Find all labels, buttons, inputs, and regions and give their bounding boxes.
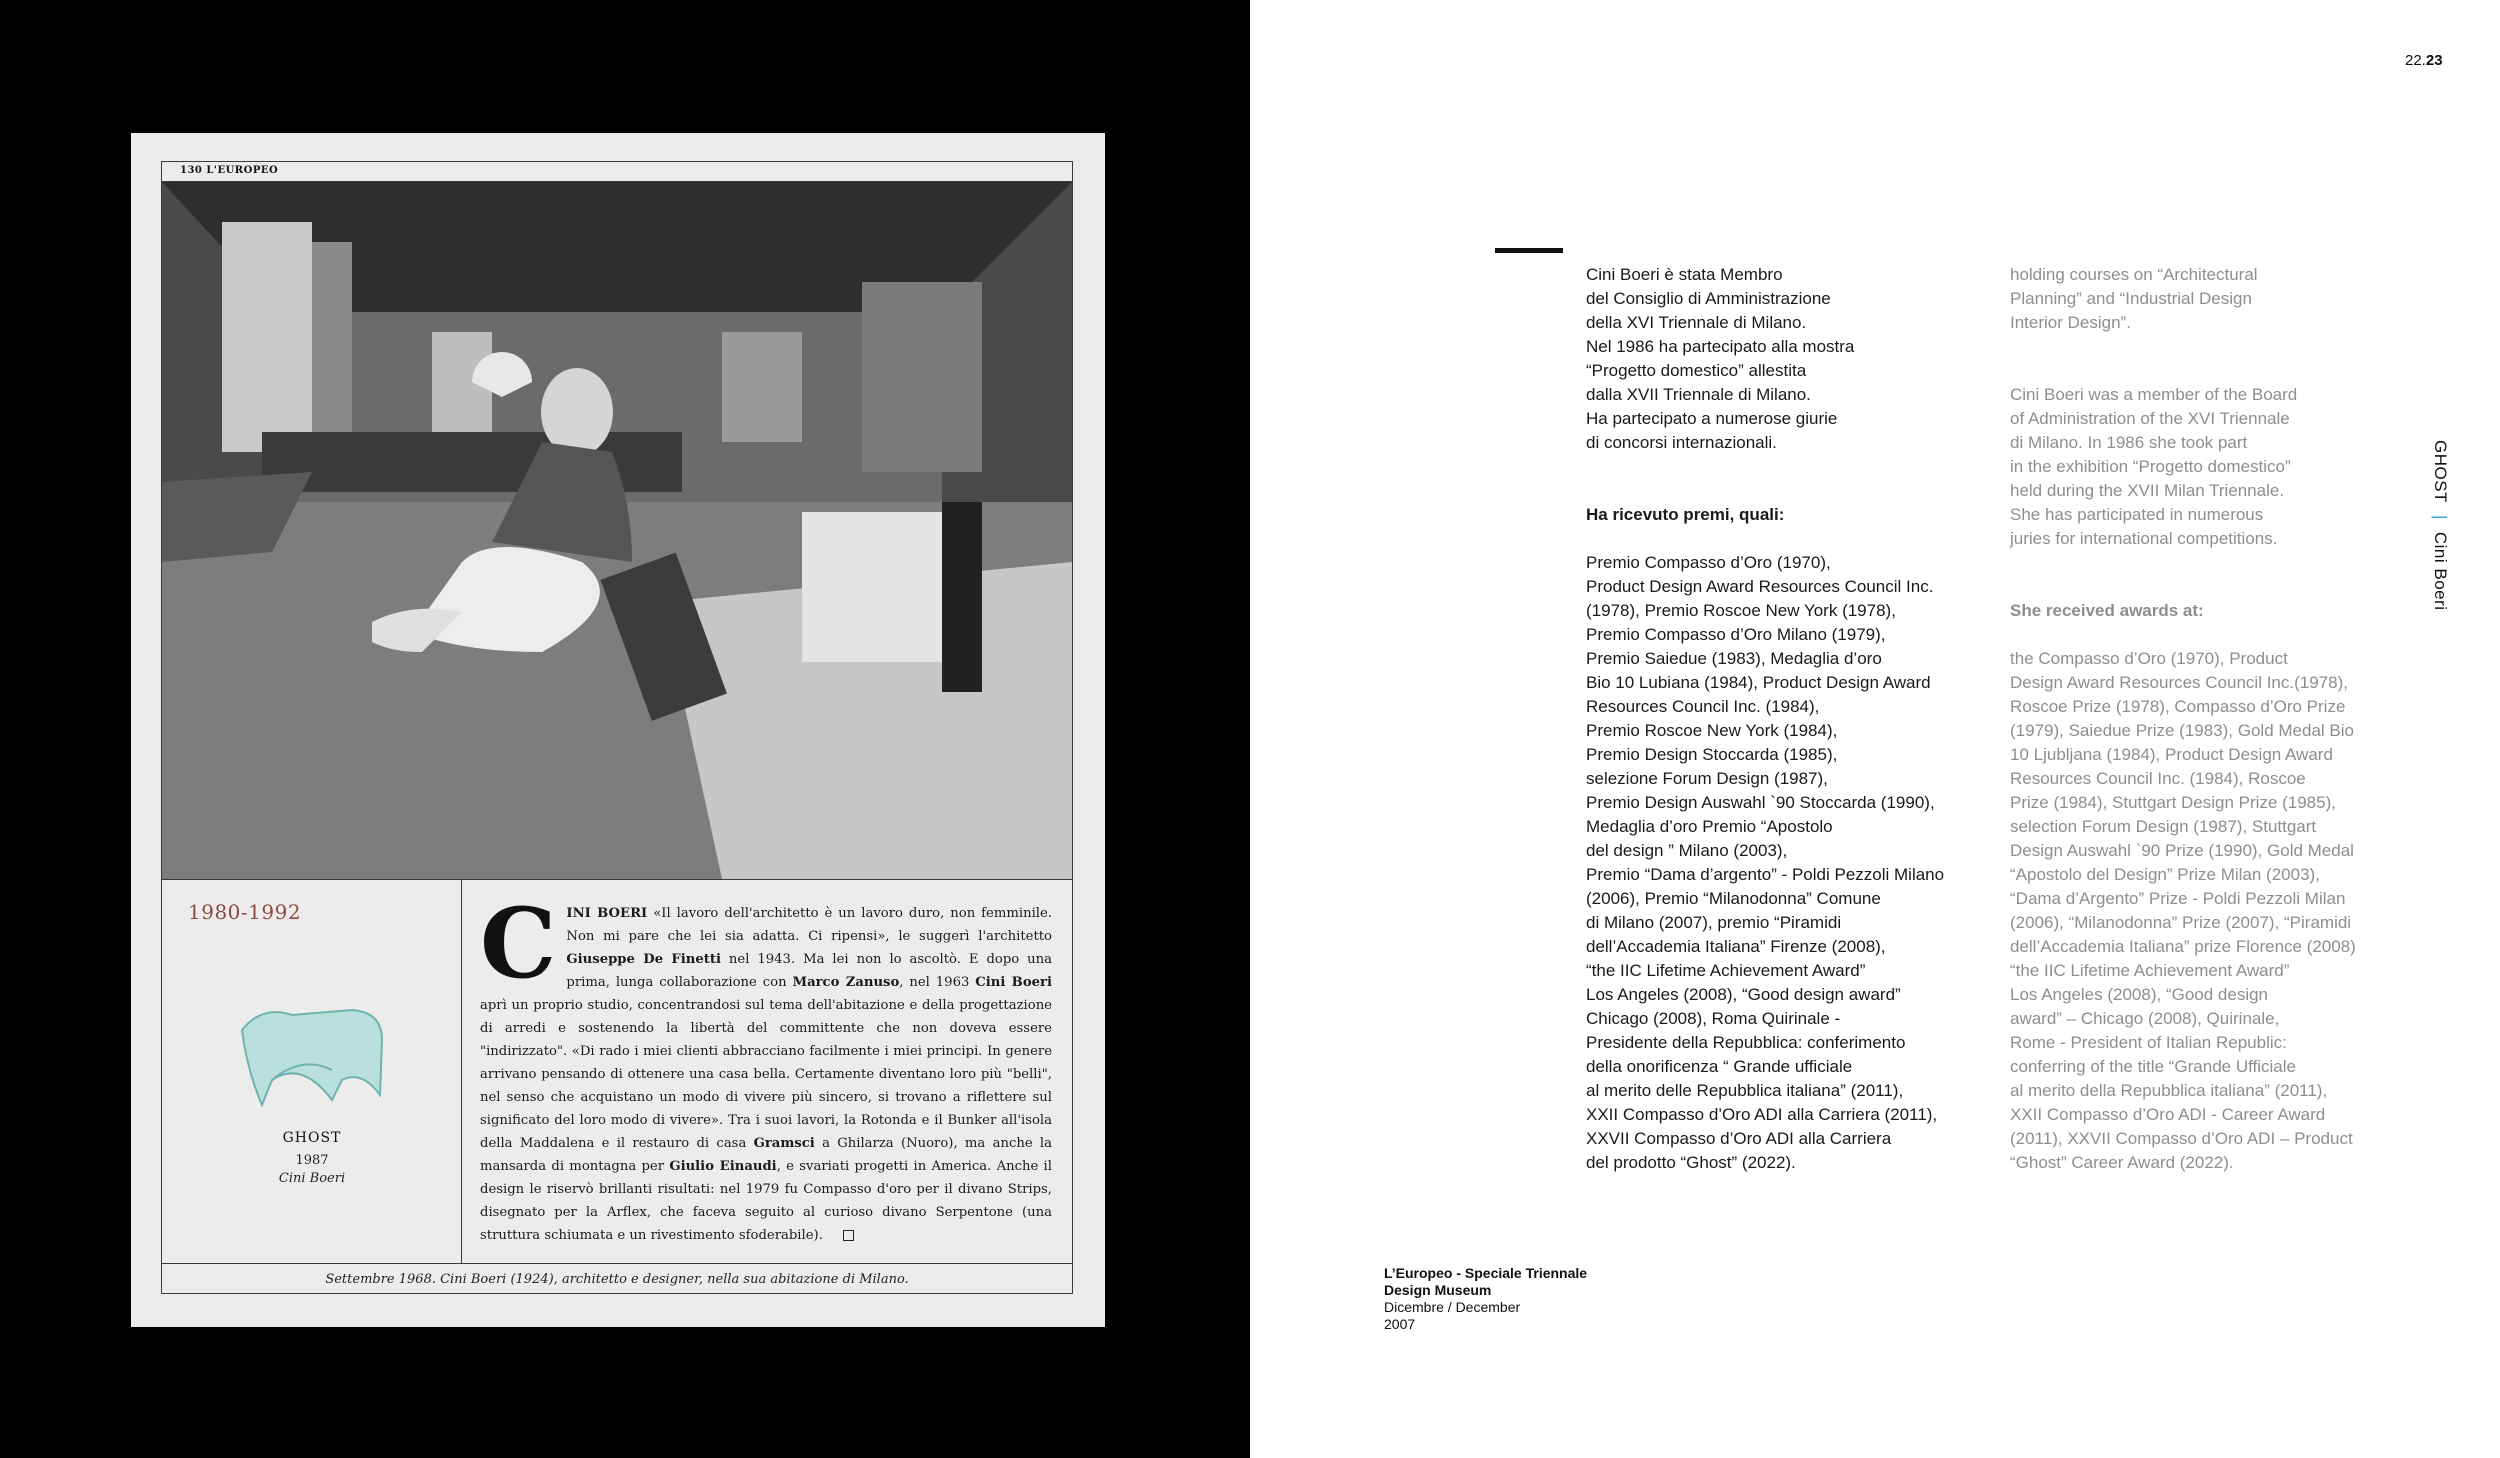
magazine-scan xyxy=(131,133,1105,1327)
interior-photo xyxy=(162,182,1072,879)
ghost-chair-icon xyxy=(232,1000,392,1110)
magazine-page-frame xyxy=(161,161,1073,1294)
article-text-3: , nel 1963 xyxy=(899,975,976,990)
magazine-header: 130 L'EUROPEO xyxy=(162,162,1072,182)
chair-author: Cini Boeri xyxy=(278,1171,346,1186)
english-top: holding courses on “Architectural Planning” and “Industrial Design Interior Design”. xyxy=(2010,265,2258,332)
article-bold-1: Giuseppe De Finetti xyxy=(566,952,721,967)
page-number-current: 23 xyxy=(2425,52,2443,69)
article-text xyxy=(480,887,1052,1247)
section-dash xyxy=(1495,248,1563,253)
italian-awards-heading xyxy=(1586,503,1986,527)
side-label-author: Cini Boeri xyxy=(2431,531,2450,611)
article-text-5: a Ghilarza (Nuoro), ma anche la mansarda di montagna per xyxy=(480,1136,1052,1174)
period-label: 1980-1992 xyxy=(188,900,302,924)
article-text-2: nel 1943. Ma lei non lo ascoltò. E dopo una prima, lunga collaborazione con xyxy=(566,952,1052,990)
photo-caption: Settembre 1968. Cini Boeri (1924), architetto e designer, nella sua abitazione di Milano. xyxy=(162,1263,1072,1293)
english-awards-heading xyxy=(2010,599,2400,623)
page-number-prefix: 22. xyxy=(2405,52,2426,69)
article-text-1: «Il lavoro dell'architetto è un lavoro duro, non femminile. Non mi pare che lei sia adatta. Ci ripensi», le suggerì l'architetto xyxy=(566,906,1052,944)
english-column xyxy=(2010,239,2400,1223)
source-credit xyxy=(1384,1265,1587,1333)
english-awards-list: the Compasso d’Oro (1970), Product Design Award Resources Council Inc.(1978), Roscoe Prize (1978), Compasso d’Oro Prize (1979), Saiedue Prize (1983), Gold Medal Bio 10 Ljubljana (1984), Product Design Award Resources Council Inc. (1984), Roscoe Prize (1984), Stuttgart Design Prize (1985), selection Forum Design (1987), Stuttgart Design Auswahl `90 Prize (1990), Gold Medal “Apostolo del Design” Prize Milan (2003), “Dama d’Argento” Prize - Poldi Pezzoli Milan (2006), “Milanodonna” Prize (2007), “Piramidi dell’Accademia Italiana” prize Florence (2008) “the IIC Lifetime Achievement Award” Los Angeles (2008), “Good design award” – Chicago (2008), Quirinale, Rome - President of Italian Republic: conferring of the title “Grande Ufficiale al merito della Repubblica italiana” (2011), XXII Compasso d’Oro ADI - Career Award (2011), XXVII Compasso d’Oro ADI – Product “Ghost” Career Award (2022). xyxy=(2010,649,2356,1172)
english-awards-heading-text: She received awards at: xyxy=(2010,601,2204,620)
side-label-title: GHOST xyxy=(2431,440,2450,503)
article-area xyxy=(162,879,1072,1263)
article-text-4: aprì un proprio studio, concentrandosi sul tema dell'abitazione e della progettazione di arredi e sostenendo la libertà del committente che non doveva essere "indirizzato". «Di rado i miei clienti abbracciano facilmente i miei principi. In genere arrivano pensando di ottenere una casa bella. Certamente diventano loro più "belli", nel senso che acquistano un modo di vivere più sincero, si trovano a riflettere sul significato del loro modo di vivere». Tra i suoi lavori, la Rotonda e il Bunker all'isola della Maddalena e il restauro di casa xyxy=(480,998,1052,1151)
chair-name: GHOST xyxy=(282,1130,342,1146)
chair-year: 1987 xyxy=(295,1153,329,1168)
product-sidebar xyxy=(162,880,462,1263)
side-label-separator: | xyxy=(2431,514,2450,520)
article-bold-3: Cini Boeri xyxy=(975,975,1052,990)
article-text-6: , e svariati progetti in America. Anche il design le riservò brillanti risultati: nel 1979 fu Compasso d'oro per il divano Strips, disegnato per la Arflex, che faceva seguito al curioso divano Serpentone (una struttura schiumata e un rivestimento sfoderabile). xyxy=(480,1159,1052,1243)
article-end-mark xyxy=(843,1230,854,1241)
source-year: 2007 xyxy=(1384,1316,1416,1332)
article-bold-4: Gramsci xyxy=(753,1136,815,1151)
english-intro: Cini Boeri was a member of the Board of Administration of the XVI Triennale di Milano. In 1986 she took part in the exhibition “Progetto domestico” held during the XVII Milan Triennale. She has participated in numerous juries for international competitions. xyxy=(2010,385,2298,548)
source-date: Dicembre / December xyxy=(1384,1299,1521,1315)
italian-intro: Cini Boeri è stata Membro del Consiglio di Amministrazione della XVI Triennale di Milano. Nel 1986 ha partecipato alla mostra “Progetto domestico” allestita dalla XVII Triennale di Milano. Ha partecipato a numerose giurie di concorsi internazionali. xyxy=(1586,265,1855,452)
vertical-section-label xyxy=(2430,440,2450,611)
source-title-2: Design Museum xyxy=(1384,1282,1492,1298)
article-bold-2: Marco Zanuso xyxy=(792,975,900,990)
dropcap: C xyxy=(480,887,557,1000)
source-title-1: L’Europeo - Speciale Triennale xyxy=(1384,1265,1588,1281)
page-number xyxy=(2405,52,2443,69)
article-lead: INI BOERI xyxy=(566,906,648,921)
italian-awards-heading-text: Ha ricevuto premi, quali: xyxy=(1586,505,1785,524)
photo-illustration xyxy=(162,182,1072,879)
italian-awards-list: Premio Compasso d’Oro (1970), Product Design Award Resources Council Inc. (1978), Premio Roscoe New York (1978), Premio Compasso d’Oro Milano (1979), Premio Saiedue (1983), Medaglia d’oro Bio 10 Lubiana (1984), Product Design Award Resources Council Inc. (1984), Premio Roscoe New York (1984), Premio Design Stoccarda (1985), selezione Forum Design (1987), Premio Design Auswahl `90 Stoccarda (1990), Medaglia d’oro Premio “Apostolo del design ” Milano (2003), Premio “Dama d’argento” - Poldi Pezzoli Milano (2006), Premio “Milanodonna” Comune di Milano (2007), premio “Piramidi dell’Accademia Italiana” Firenze (2008), “the IIC Lifetime Achievement Award” Los Angeles (2008), “Good design award” Chicago (2008), Roma Quirinale - Presidente della Repubblica: conferimento della onorificenza “ Grande ufficiale al merito delle Repubblica italiana” (2011), XXII Compasso d’Oro ADI alla Carriera (2011), XXVII Compasso d’Oro ADI alla Carriera del prodotto “Ghost” (2022). xyxy=(1586,553,1945,1172)
article-bold-5: Giulio Einaudi xyxy=(669,1159,777,1174)
italian-column xyxy=(1586,239,1986,1223)
